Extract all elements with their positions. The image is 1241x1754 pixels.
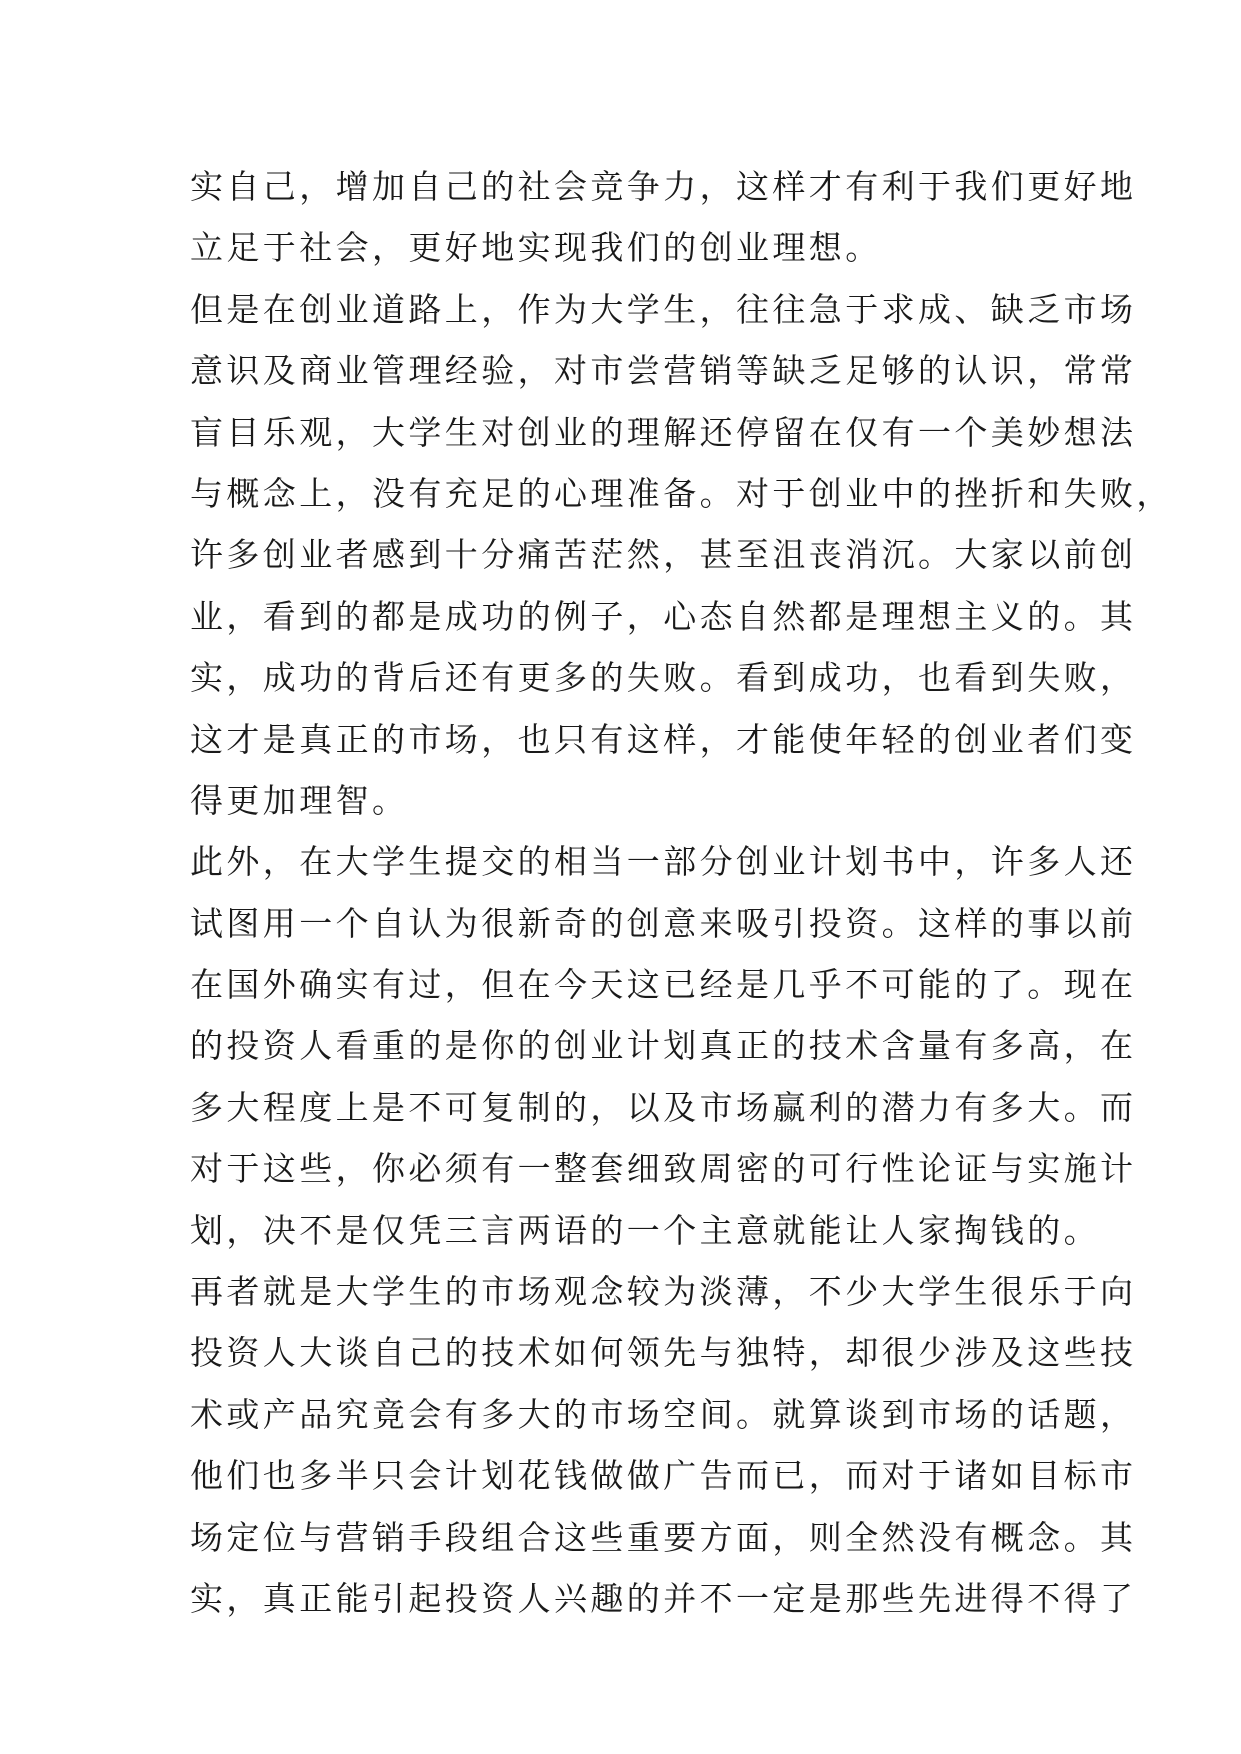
text-line: 试图用一个自认为很新奇的创意来吸引投资。这样的事以前 [190, 903, 1137, 943]
text-line: 业，看到的都是成功的例子，心态自然都是理想主义的。其 [190, 596, 1137, 636]
body-text [190, 156, 1173, 1629]
text-line: 的投资人看重的是你的创业计划真正的技术含量有多高，在 [190, 1026, 1137, 1066]
text-line: 意识及商业管理经验，对市尝营销等缺乏足够的认识，常常 [190, 351, 1137, 391]
text-line: 与概念上，没有充足的心理准备。对于创业中的挫折和失败， [190, 473, 1173, 513]
text-line: 盲目乐观，大学生对创业的理解还停留在仅有一个美妙想法 [190, 412, 1137, 452]
text-line: 实自己，增加自己的社会竞争力，这样才有利于我们更好地 [190, 167, 1137, 206]
text-line: 此外，在大学生提交的相当一部分创业计划书中，许多人还 [190, 842, 1137, 882]
text-line: 许多创业者感到十分痛苦茫然，甚至沮丧消沉。大家以前创 [190, 535, 1137, 575]
text-line: 得更加理智。 [190, 780, 409, 820]
text-line: 立足于社会，更好地实现我们的创业理想。 [190, 228, 882, 268]
text-line: 对于这些，你必须有一整套细致周密的可行性论证与实施计 [190, 1149, 1137, 1189]
text-line: 但是在创业道路上，作为大学生，往往急于求成、缺乏市场 [190, 289, 1137, 329]
text-line: 多大程度上是不可复制的，以及市场赢利的潜力有多大。而 [190, 1087, 1137, 1127]
text-line: 实，真正能引起投资人兴趣的并不一定是那些先进得不得了 [190, 1578, 1137, 1618]
text-line: 实，成功的背后还有更多的失败。看到成功，也看到失败， [190, 658, 1137, 698]
text-line: 划，决不是仅凭三言两语的一个主意就能让人家掏钱的。 [190, 1210, 1100, 1250]
text-line: 在国外确实有过，但在今天这已经是几乎不可能的了。现在 [190, 965, 1137, 1005]
text-line: 这才是真正的市场，也只有这样，才能使年轻的创业者们变 [190, 719, 1137, 759]
text-line: 再者就是大学生的市场观念较为淡薄，不少大学生很乐于向 [190, 1272, 1137, 1312]
text-line: 他们也多半只会计划花钱做做广告而已，而对于诸如目标市 [190, 1456, 1137, 1496]
text-line: 术或产品究竟会有多大的市场空间。就算谈到市场的话题， [190, 1394, 1137, 1434]
text-line: 投资人大谈自己的技术如何领先与独特，却很少涉及这些技 [190, 1333, 1137, 1373]
text-line: 场定位与营销手段组合这些重要方面，则全然没有概念。其 [190, 1517, 1137, 1557]
